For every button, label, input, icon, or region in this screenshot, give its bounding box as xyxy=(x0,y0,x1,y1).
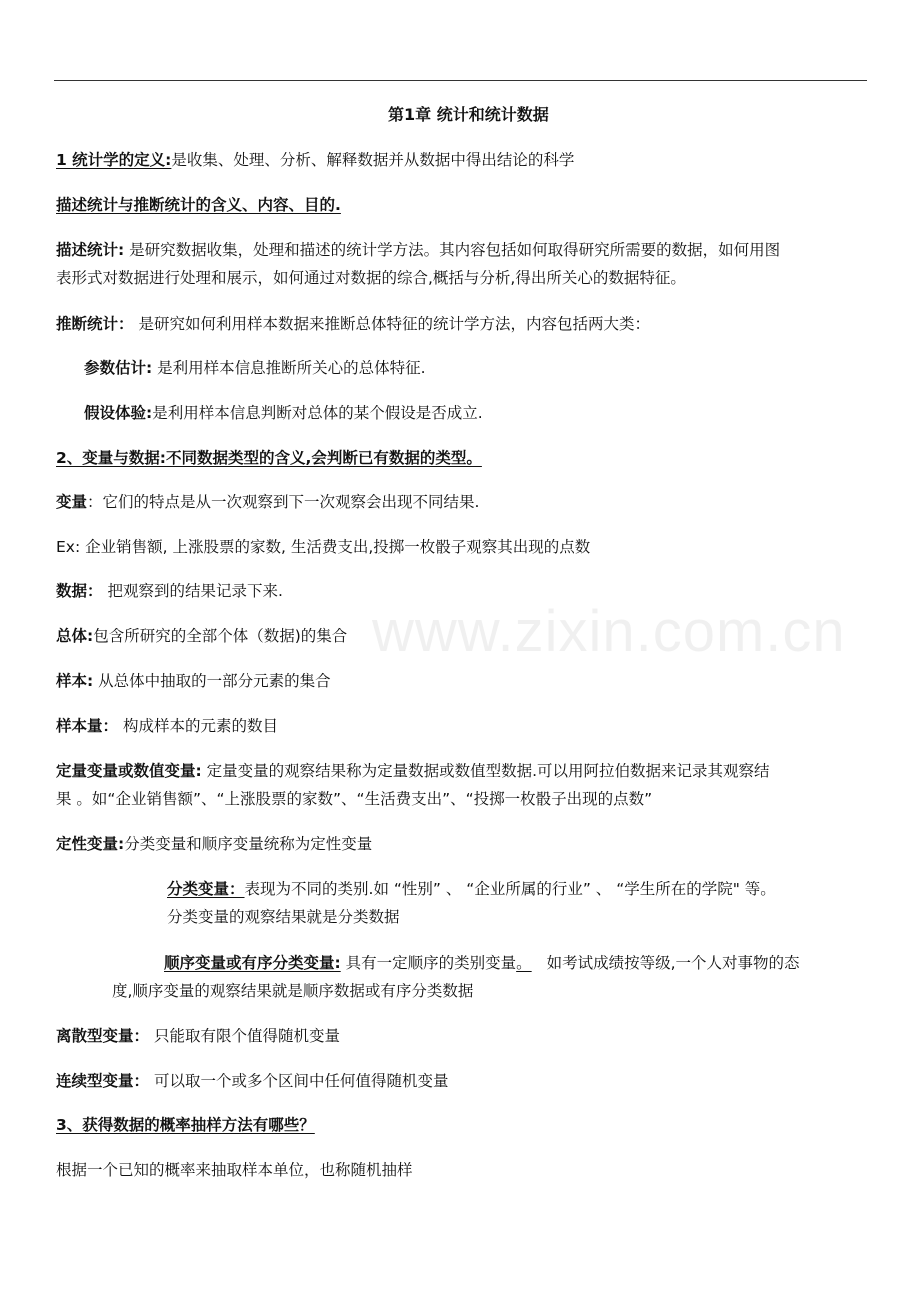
categorical-variable-line1 xyxy=(167,878,776,900)
quantitative-variable-label: 定量变量或数值变量: xyxy=(56,762,202,780)
discrete-variable xyxy=(56,1025,340,1047)
section-2-heading xyxy=(56,447,498,469)
categorical-variable-label: 分类变量： xyxy=(167,880,245,898)
quantitative-variable-line2: 果 。如“企业销售额”、“上涨股票的家数”、“生活费支出”、“投掷一枚骰子出现的点数” xyxy=(56,790,653,808)
quantitative-variable-line1 xyxy=(56,760,770,782)
continuous-variable xyxy=(56,1070,448,1092)
sample-size-text: 构成样本的元素的数目 xyxy=(118,717,278,735)
statistics-definition-text: 是收集、处理、分析、解释数据并从数据中得出结论的科学 xyxy=(171,151,575,169)
header-rule xyxy=(54,80,867,81)
descriptive-statistics-line1 xyxy=(56,239,780,261)
ordinal-variable-text: 具有一定顺序的类别变量 xyxy=(340,954,517,972)
parameter-estimation xyxy=(84,357,426,379)
population-definition xyxy=(56,625,347,647)
data-label: 数据： xyxy=(56,582,103,600)
continuous-variable-text: 可以取一个或多个区间中任何值得随机变量 xyxy=(149,1072,449,1090)
statistics-definition xyxy=(56,149,574,171)
section-3-heading: 3、获得数据的概率抽样方法有哪些？ xyxy=(56,1116,315,1134)
ordinal-variable-text-continued: 如考试成绩按等级,一个人对事物的态 xyxy=(541,954,800,972)
hypothesis-testing xyxy=(84,402,483,424)
parameter-estimation-label: 参数估计: xyxy=(84,359,153,377)
data-definition xyxy=(56,580,283,602)
statistics-definition-label: 1 统计学的定义: xyxy=(56,151,172,169)
ordinal-variable-line1 xyxy=(164,952,800,974)
probability-sampling-definition: 根据一个已知的概率来抽取样本单位，也称随机抽样 xyxy=(56,1161,413,1179)
sample-size-label: 样本量： xyxy=(56,717,119,735)
watermark: www.zixin.com.cn xyxy=(372,599,846,664)
inferential-statistics-label: 推断统计： xyxy=(56,315,134,333)
qualitative-variable-text: 分类变量和顺序变量统称为定性变量 xyxy=(124,835,373,853)
discrete-variable-label: 离散型变量： xyxy=(56,1027,150,1045)
descriptive-statistics-label: 描述统计: xyxy=(56,241,125,259)
sample-label: 样本: xyxy=(56,672,94,690)
ordinal-variable-label: 顺序变量或有序分类变量: xyxy=(164,954,341,972)
chapter-title: 第1章 统计和统计数据 xyxy=(388,105,549,124)
quantitative-variable-text: 定量变量的观察结果称为定量数据或数值型数据.可以用阿拉伯数据来记录其观察结 xyxy=(201,762,770,780)
sample-definition xyxy=(56,670,331,692)
hypothesis-testing-text: 是利用样本信息判断对总体的某个假设是否成立. xyxy=(152,404,483,422)
subheading-descriptive-inferential: 描述统计与推断统计的含义、内容、目的. xyxy=(56,196,341,214)
descriptive-statistics-text: 是研究数据收集，处理和描述的统计学方法。其内容包括如何取得研究所需要的数据，如何用图 xyxy=(124,241,781,259)
continuous-variable-label: 连续型变量： xyxy=(56,1072,150,1090)
sample-text: 从总体中抽取的一部分元素的集合 xyxy=(93,672,331,690)
categorical-variable-line2: 分类变量的观察结果就是分类数据 xyxy=(167,908,400,926)
ordinal-variable-period: 。 xyxy=(516,954,532,972)
example-line: Ex: 企业销售额, 上涨股票的家数, 生活费支出,投掷一枚骰子观察其出现的点数 xyxy=(56,538,591,556)
hypothesis-testing-label: 假设体验: xyxy=(84,404,153,422)
population-label: 总体: xyxy=(56,627,94,645)
qualitative-variable-label: 定性变量: xyxy=(56,835,125,853)
sample-size-definition xyxy=(56,715,278,737)
ordinal-variable-line2: 度,顺序变量的观察结果就是顺序数据或有序分类数据 xyxy=(112,982,474,1000)
descriptive-statistics-line2: 表形式对数据进行处理和展示，如何通过对数据的综合,概括与分析,得出所关心的数据特征。 xyxy=(56,269,686,287)
qualitative-variable xyxy=(56,833,372,855)
variable-label: 变量 xyxy=(56,493,88,511)
discrete-variable-text: 只能取有限个值得随机变量 xyxy=(149,1027,340,1045)
population-text: 包含所研究的全部个体（数据)的集合 xyxy=(93,627,348,645)
categorical-variable-text: 表现为不同的类别.如 “性别” 、 “企业所属的行业” 、 “学生所在的学院" 等。 xyxy=(244,880,776,898)
inferential-statistics xyxy=(56,313,650,335)
variable-definition xyxy=(56,491,479,513)
variable-text: ：它们的特点是从一次观察到下一次观察会出现不同结果. xyxy=(87,493,480,511)
section-2-heading-text: 2、变量与数据:不同数据类型的含义,会判断已有数据的类型。 xyxy=(56,449,482,467)
parameter-estimation-text: 是利用样本信息推断所关心的总体特征. xyxy=(152,359,426,377)
data-text: 把观察到的结果记录下来. xyxy=(102,582,283,600)
inferential-statistics-text: 是研究如何利用样本数据来推断总体特征的统计学方法，内容包括两大类： xyxy=(133,315,650,333)
